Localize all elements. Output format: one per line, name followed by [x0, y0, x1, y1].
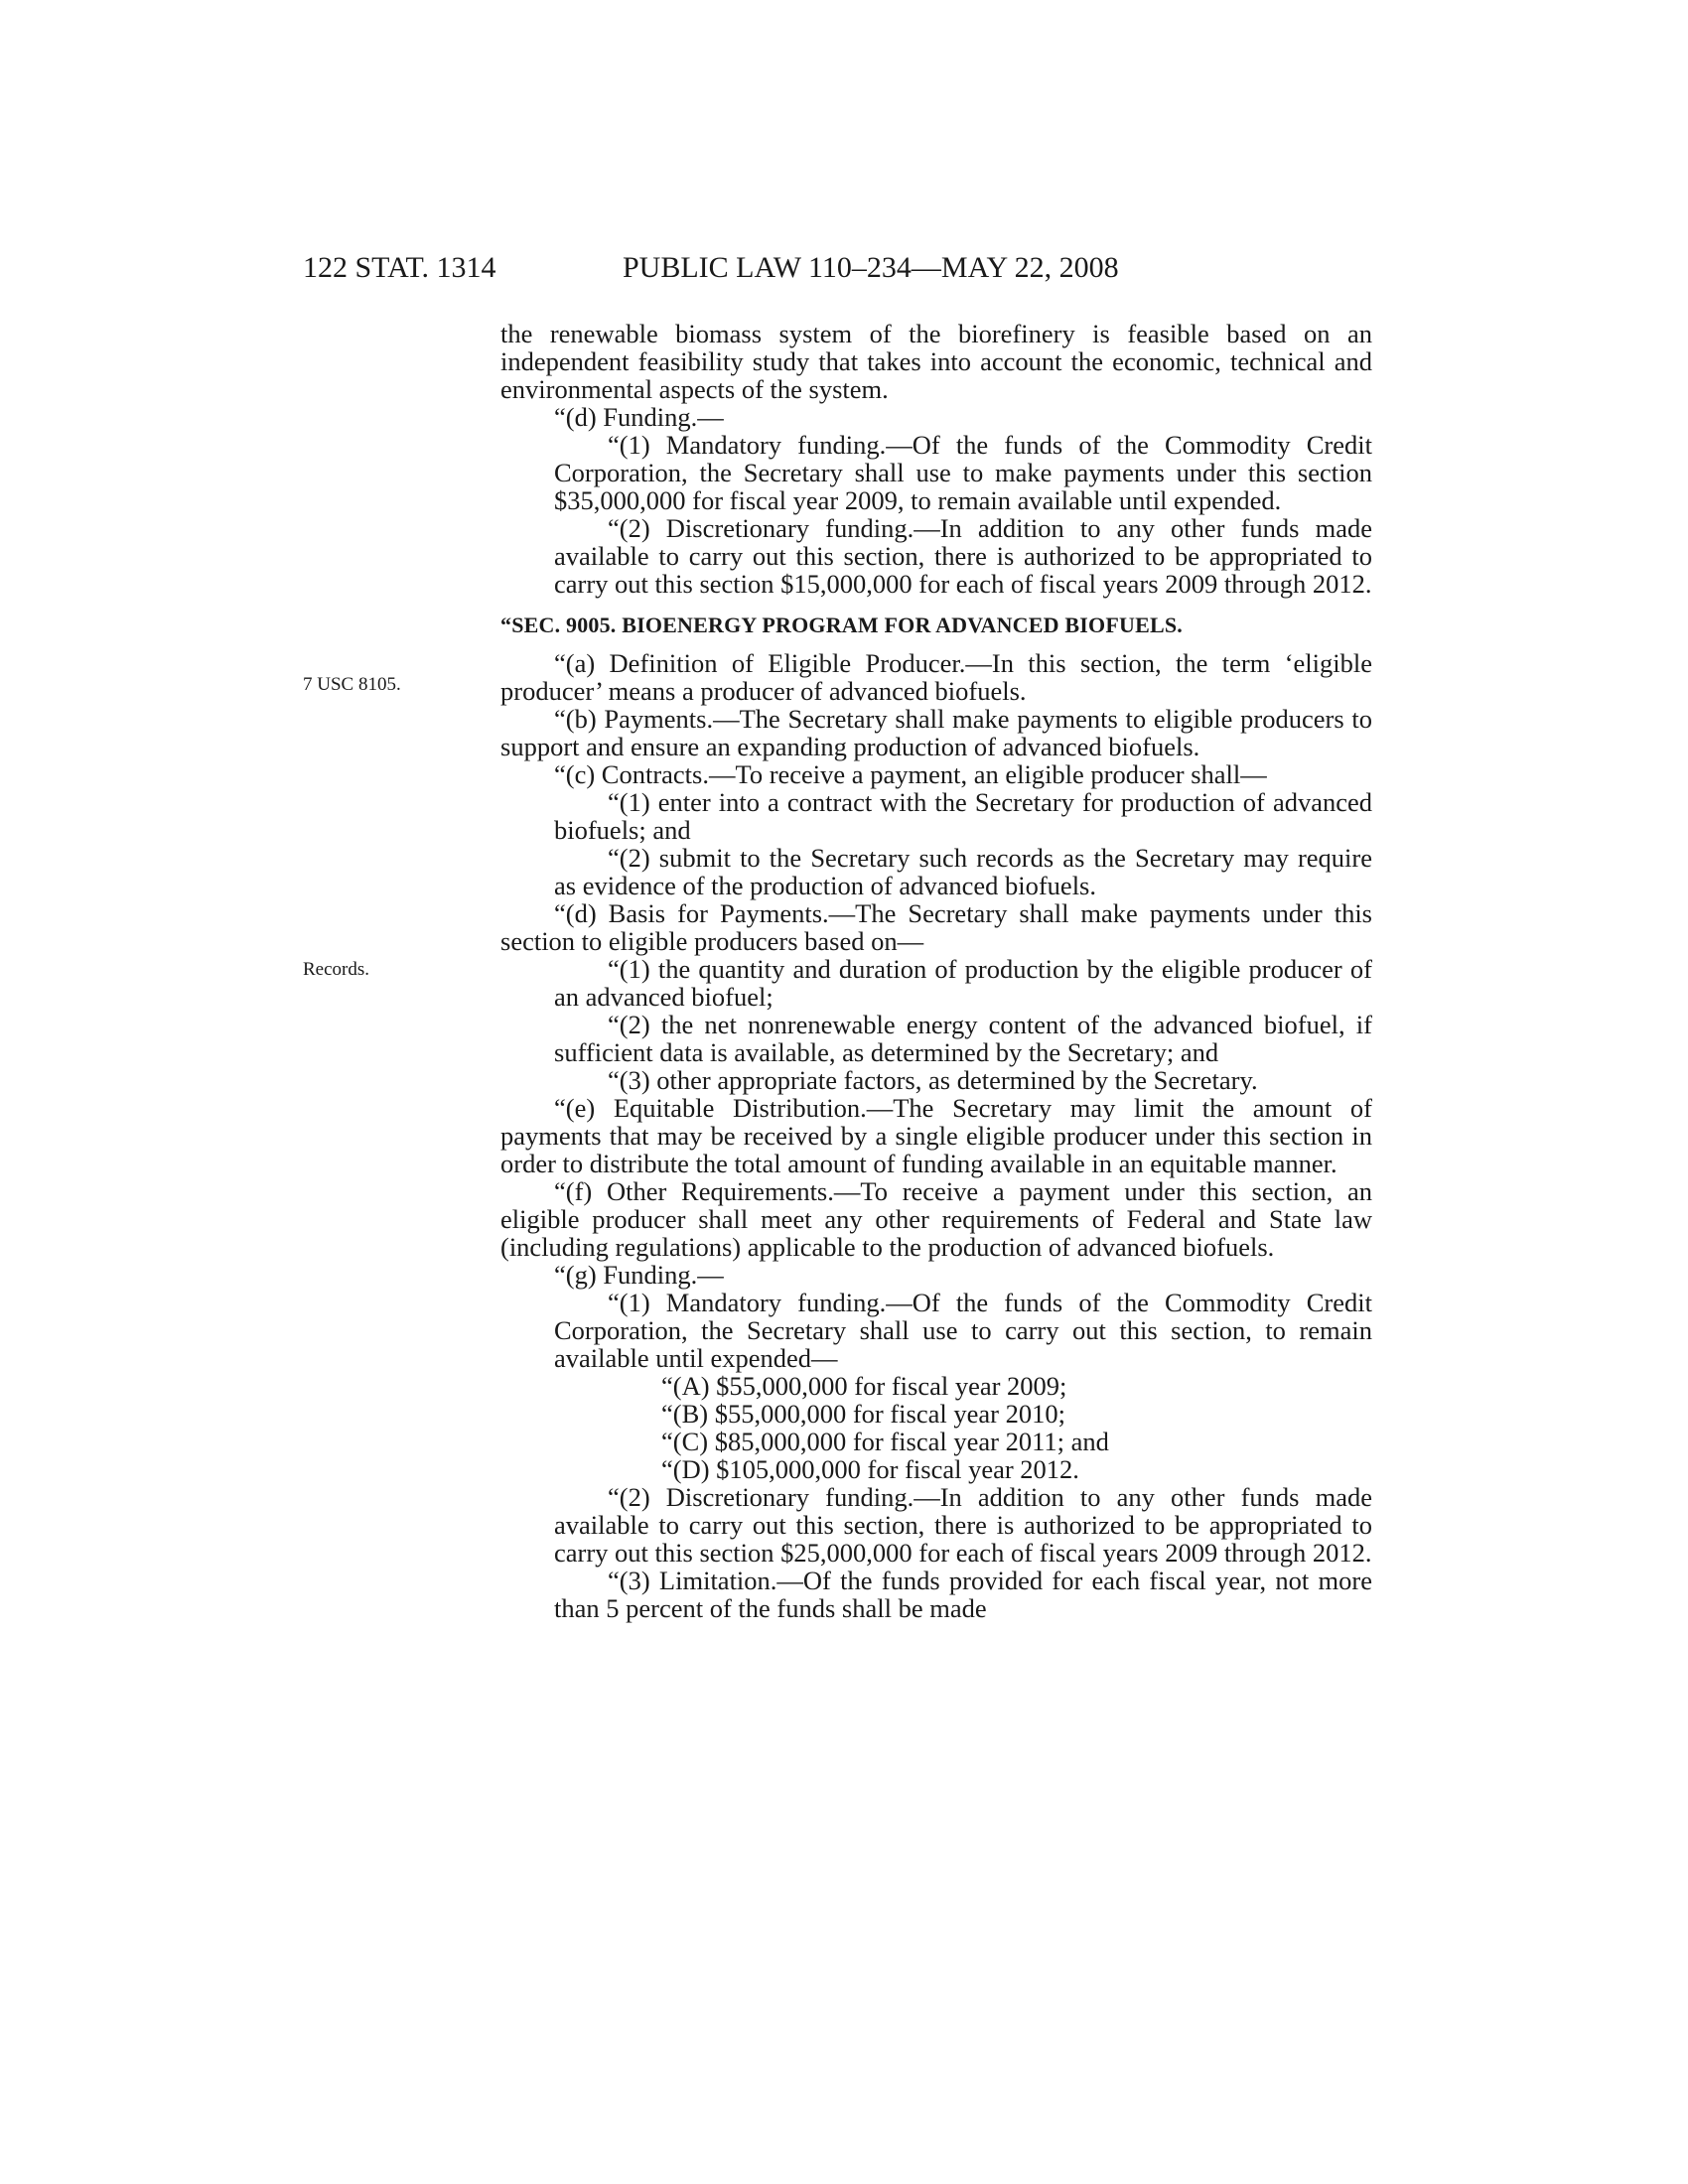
margin-note-records: Records. — [303, 959, 370, 980]
paragraph: “(2) the net nonrenewable energy content of the advanced biofuel, if sufficient data is available, as determined by the Secretary; and — [554, 1010, 1372, 1067]
paragraph: “(3) other appropriate factors, as determined by the Secretary. — [608, 1065, 1258, 1095]
paragraph: “(2) Discretionary funding.—In addition to any other funds made available to carry out this section, there is authorized to be appropriated to carry out this section $15,000,000 for each of fiscal years 2009 through 2012. — [554, 513, 1372, 599]
paragraph: “(d) Basis for Payments.—The Secretary shall make payments under this section to eligible producers based on— — [500, 898, 1372, 956]
page-reference: 122 STAT. 1314 — [303, 251, 496, 284]
paragraph: “(1) Mandatory funding.—Of the funds of the Commodity Credit Corporation, the Secretary shall use to carry out this section, to remain available until expended— — [554, 1288, 1372, 1373]
subsection-heading: “(d) Funding.— — [554, 402, 724, 432]
subsection-heading: “(g) Funding.— — [554, 1260, 724, 1290]
paragraph: “(3) Limitation.—Of the funds provided for each fiscal year, not more than 5 percent of the funds shall be made — [554, 1566, 1372, 1623]
paragraph: “(f) Other Requirements.—To receive a payment under this section, an eligible producer shall meet any other requirements of Federal and State law (including regulations) applicable to the production of advanced biofuels. — [500, 1176, 1372, 1262]
paragraph: “(b) Payments.—The Secretary shall make payments to eligible producers to support and ensure an expanding production of advanced biofuels. — [500, 704, 1372, 761]
page-header — [0, 248, 1688, 288]
paragraph: the renewable biomass system of the biorefinery is feasible based on an independent feasibility study that takes into account the economic, technical and environmental aspects of the system. — [500, 319, 1372, 404]
paragraph: “(2) Discretionary funding.—In addition to any other funds made available to carry out this section, there is authorized to be appropriated to carry out this section $25,000,000 for each of fiscal years 2009 through 2012. — [554, 1482, 1372, 1568]
paragraph: “(c) Contracts.—To receive a payment, an eligible producer shall— — [554, 759, 1267, 789]
paragraph: “(1) enter into a contract with the Secretary for production of advanced biofuels; and — [554, 787, 1372, 845]
running-head: PUBLIC LAW 110–234—MAY 22, 2008 — [623, 251, 1119, 284]
list-item: “(C) $85,000,000 for fiscal year 2011; and — [661, 1427, 1109, 1456]
paragraph: “(e) Equitable Distribution.—The Secretary may limit the amount of payments that may be received by a single eligible producer under this section in order to distribute the total amount of funding available in an equitable manner. — [500, 1093, 1372, 1178]
list-item: “(A) $55,000,000 for fiscal year 2009; — [661, 1371, 1067, 1401]
paragraph: “(a) Definition of Eligible Producer.—In this section, the term ‘eligible producer’ means a producer of advanced biofuels. — [500, 648, 1372, 706]
paragraph: “(2) submit to the Secretary such records as the Secretary may require as evidence of the production of advanced biofuels. — [554, 843, 1372, 900]
list-item: “(B) $55,000,000 for fiscal year 2010; — [661, 1399, 1065, 1429]
section-heading: “SEC. 9005. BIOENERGY PROGRAM FOR ADVANCED BIOFUELS. — [500, 613, 1183, 637]
document-body — [500, 320, 1372, 1622]
margin-note-usc: 7 USC 8105. — [303, 674, 401, 695]
paragraph: “(1) the quantity and duration of production by the eligible producer of an advanced biofuel; — [554, 954, 1372, 1012]
paragraph: “(1) Mandatory funding.—Of the funds of the Commodity Credit Corporation, the Secretary shall use to make payments under this section $35,000,000 for fiscal year 2009, to remain available until expended. — [554, 430, 1372, 515]
list-item: “(D) $105,000,000 for fiscal year 2012. — [661, 1454, 1079, 1484]
